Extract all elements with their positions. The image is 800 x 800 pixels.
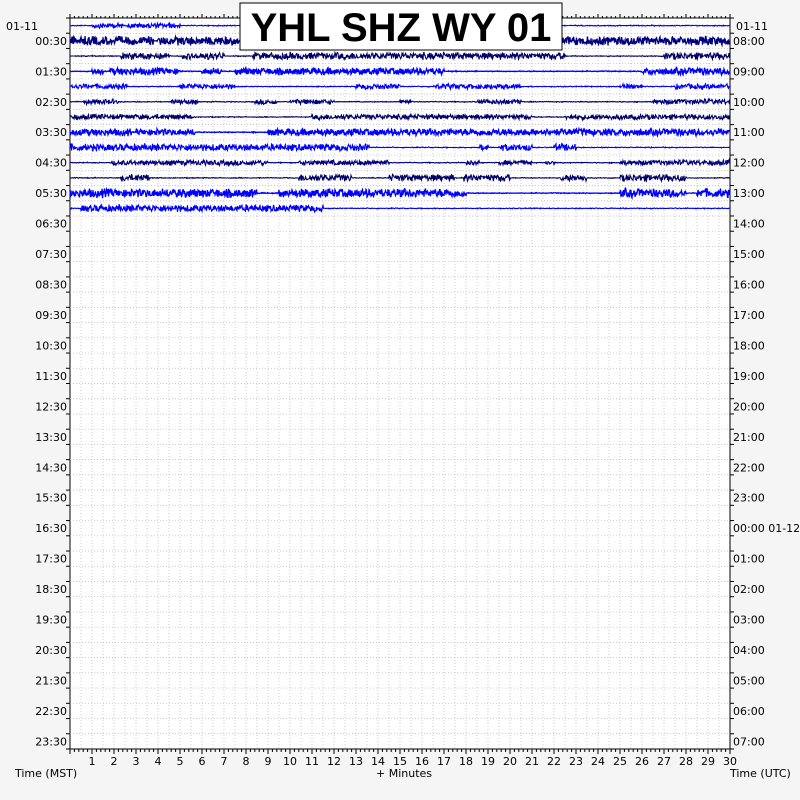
x-tick-label: 14 (371, 755, 385, 768)
left-time-label: 20:30 (35, 644, 67, 658)
x-tick-label: 19 (481, 755, 495, 768)
left-time-label: 14:30 (35, 461, 67, 475)
right-time-label: 00:00 01-12 (733, 522, 800, 536)
right-time-label: 06:00 (733, 704, 765, 718)
left-time-label: 00:30 (35, 34, 67, 48)
x-tick-label: 5 (176, 755, 184, 768)
x-tick-label: 27 (657, 755, 671, 768)
left-time-label: 05:30 (35, 187, 67, 201)
right-time-label: 10:00 (733, 95, 765, 109)
x-tick-label: 15 (393, 755, 407, 768)
x-tick-label: 11 (305, 755, 319, 768)
x-tick-label: 21 (525, 755, 539, 768)
x-tick-label: 20 (503, 755, 517, 768)
x-tick-label: 7 (220, 755, 228, 768)
x-tick-label: 17 (437, 755, 451, 768)
right-time-label: 19:00 (733, 369, 765, 383)
x-tick-label: 10 (283, 755, 297, 768)
x-tick-label: 4 (154, 755, 162, 768)
left-time-label: 12:30 (35, 400, 67, 414)
x-tick-label: 12 (327, 755, 341, 768)
right-time-label: 20:00 (733, 400, 765, 414)
x-tick-label: 23 (569, 755, 583, 768)
right-time-label: 16:00 (733, 278, 765, 292)
x-tick-label: 2 (110, 755, 118, 768)
x-tick-label: 24 (591, 755, 605, 768)
left-time-label: 07:30 (35, 248, 67, 262)
right-time-label: 11:00 (733, 126, 765, 140)
x-tick-label: 8 (242, 755, 250, 768)
right-time-label: 15:00 (733, 248, 765, 262)
right-time-label: 09:00 (733, 65, 765, 79)
right-time-label: 22:00 (733, 461, 765, 475)
right-time-label: 17:00 (733, 308, 765, 322)
left-time-label: 23:30 (35, 735, 67, 749)
x-tick-label: 28 (679, 755, 693, 768)
left-time-label: 06:30 (35, 217, 67, 231)
left-time-label: 04:30 (35, 156, 67, 170)
left-time-label: 10:30 (35, 339, 67, 353)
left-time-label: 11:30 (35, 369, 67, 383)
right-time-label: 21:00 (733, 430, 765, 444)
left-time-label: 19:30 (35, 613, 67, 627)
x-tick-label: 3 (132, 755, 140, 768)
left-time-label: 22:30 (35, 704, 67, 718)
left-time-label: 13:30 (35, 430, 67, 444)
right-time-label: 23:00 (733, 491, 765, 505)
left-date-label: 01-11 (6, 20, 38, 33)
x-tick-label: 26 (635, 755, 649, 768)
left-time-label: 09:30 (35, 308, 67, 322)
left-time-label: 21:30 (35, 674, 67, 688)
right-time-label: 12:00 (733, 156, 765, 170)
left-time-label: 01:30 (35, 65, 67, 79)
x-tick-label: 6 (198, 755, 206, 768)
right-date-label: 01-11 (736, 20, 768, 33)
left-time-label: 15:30 (35, 491, 67, 505)
left-time-label: 08:30 (35, 278, 67, 292)
left-time-label: 03:30 (35, 126, 67, 140)
right-time-label: 03:00 (733, 613, 765, 627)
left-axis-title: Time (MST) (15, 767, 78, 780)
x-tick-label: 18 (459, 755, 473, 768)
x-tick-label: 9 (264, 755, 272, 768)
right-time-label: 04:00 (733, 644, 765, 658)
x-tick-label: 22 (547, 755, 561, 768)
right-time-label: 14:00 (733, 217, 765, 231)
left-time-label: 16:30 (35, 522, 67, 536)
bottom-axis-title: + Minutes (376, 767, 433, 780)
x-tick-label: 30 (723, 755, 737, 768)
x-tick-label: 29 (701, 755, 715, 768)
right-time-label: 05:00 (733, 674, 765, 688)
right-time-label: 18:00 (733, 339, 765, 353)
left-time-label: 18:30 (35, 583, 67, 597)
left-time-label: 17:30 (35, 552, 67, 566)
left-time-label: 02:30 (35, 95, 67, 109)
x-tick-label: 1 (88, 755, 96, 768)
right-time-label: 13:00 (733, 187, 765, 201)
chart-title: YHL SHZ WY 01 (250, 6, 552, 50)
x-tick-label: 25 (613, 755, 627, 768)
right-time-label: 07:00 (733, 735, 765, 749)
right-time-label: 02:00 (733, 583, 765, 597)
right-time-label: 08:00 (733, 34, 765, 48)
x-tick-label: 13 (349, 755, 363, 768)
right-axis-title: Time (UTC) (730, 767, 791, 780)
right-time-label: 01:00 (733, 552, 765, 566)
x-tick-label: 16 (415, 755, 429, 768)
